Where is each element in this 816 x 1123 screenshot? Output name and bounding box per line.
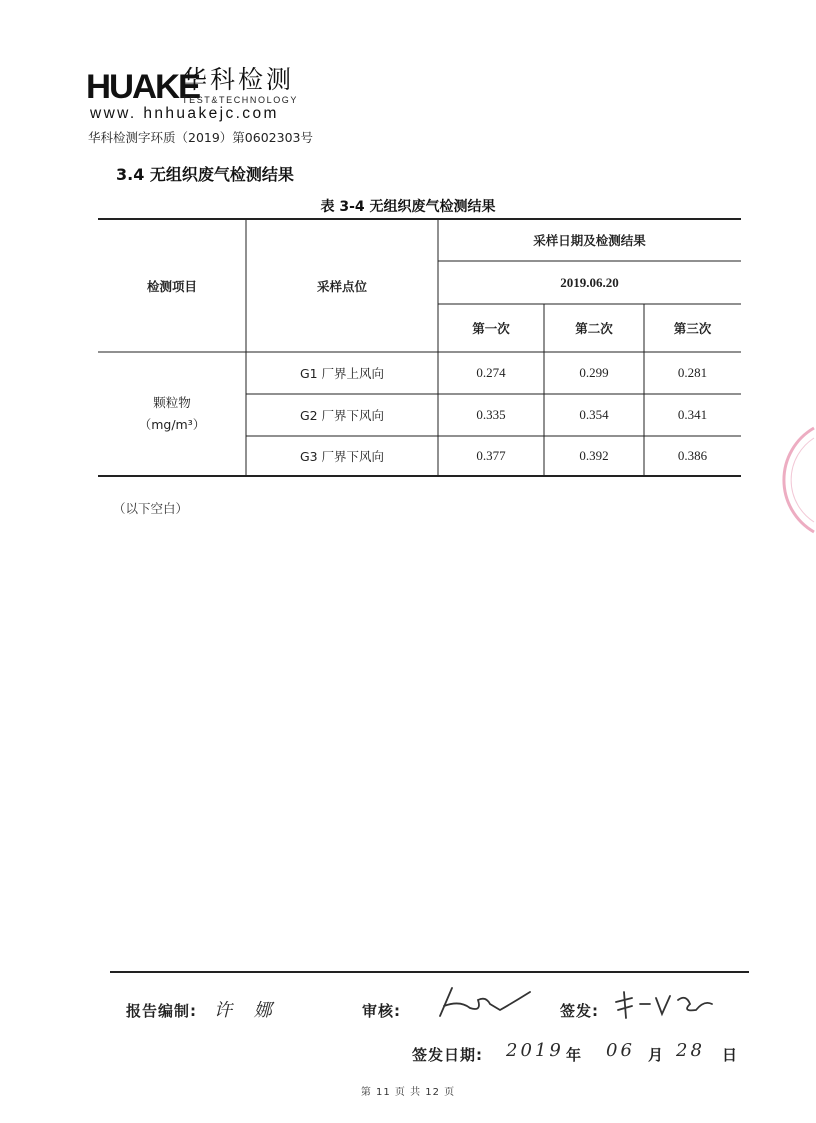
year-label: 年 — [566, 1046, 583, 1064]
item-name: 颗粒物 — [153, 395, 191, 410]
blank-below-note: （以下空白） — [113, 501, 189, 516]
header-round-1: 第一次 — [472, 321, 510, 336]
header-date-results: 采样日期及检测结果 — [533, 233, 646, 248]
header-round-2: 第二次 — [575, 321, 613, 336]
table-row-location: G3 厂界下风向 — [299, 449, 385, 464]
issue-date-label: 签发日期: — [412, 1046, 483, 1064]
results-table — [98, 218, 741, 477]
table-cell-value: 0.335 — [476, 407, 506, 422]
prepared-by-label: 报告编制: — [126, 1002, 197, 1020]
logo-chinese-name: 华科检测 — [182, 65, 295, 94]
report-number: 华科检测字环质（2019）第0602303号 — [88, 130, 313, 145]
item-cell — [98, 352, 246, 476]
reviewer-signature-icon — [430, 982, 540, 1024]
issue-date-month: 06 — [606, 1040, 635, 1061]
table-cell-value: 0.392 — [579, 448, 609, 463]
reviewer-label: 审核: — [362, 1002, 401, 1020]
footer-divider — [110, 971, 749, 973]
table-cell-value: 0.386 — [677, 448, 708, 463]
header-sampling-date: 2019.06.20 — [560, 274, 619, 290]
logo-mark: HUAKE — [86, 68, 200, 106]
logo-english-name: TEST&TECHNOLOGY — [182, 95, 299, 105]
approver-signature-icon — [612, 986, 722, 1022]
page-number: 第 11 页 共 12 页 — [360, 1087, 456, 1098]
company-website: www. hnhuakejc.com — [90, 105, 279, 122]
seal-stamp-icon — [754, 420, 816, 540]
table-cell-value: 0.377 — [476, 448, 506, 463]
header-round-3: 第三次 — [673, 321, 712, 336]
day-label: 日 — [722, 1046, 739, 1064]
table-cell-value: 0.281 — [677, 365, 708, 380]
prepared-by-signature: 许 娜 — [214, 1000, 280, 1021]
table-cell-value: 0.341 — [677, 407, 708, 422]
item-unit: （mg/m³） — [138, 417, 206, 432]
issue-date-day: 28 — [676, 1040, 705, 1061]
table-row-location: G2 厂界下风向 — [299, 408, 385, 423]
header-test-item: 检测项目 — [146, 278, 197, 294]
table-cell-value: 0.274 — [476, 365, 506, 380]
header-sampling-location: 采样点位 — [316, 278, 367, 294]
section-title: 3.4 无组织废气检测结果 — [116, 165, 294, 184]
issue-date-year: 2019 — [506, 1040, 564, 1061]
table-title: 表 3-4 无组织废气检测结果 — [320, 199, 496, 215]
approver-label: 签发: — [560, 1002, 599, 1020]
table-row-location: G1 厂界上风向 — [299, 366, 385, 381]
table-cell-value: 0.299 — [579, 365, 609, 380]
month-label: 月 — [648, 1046, 665, 1064]
table-cell-value: 0.354 — [579, 407, 609, 422]
